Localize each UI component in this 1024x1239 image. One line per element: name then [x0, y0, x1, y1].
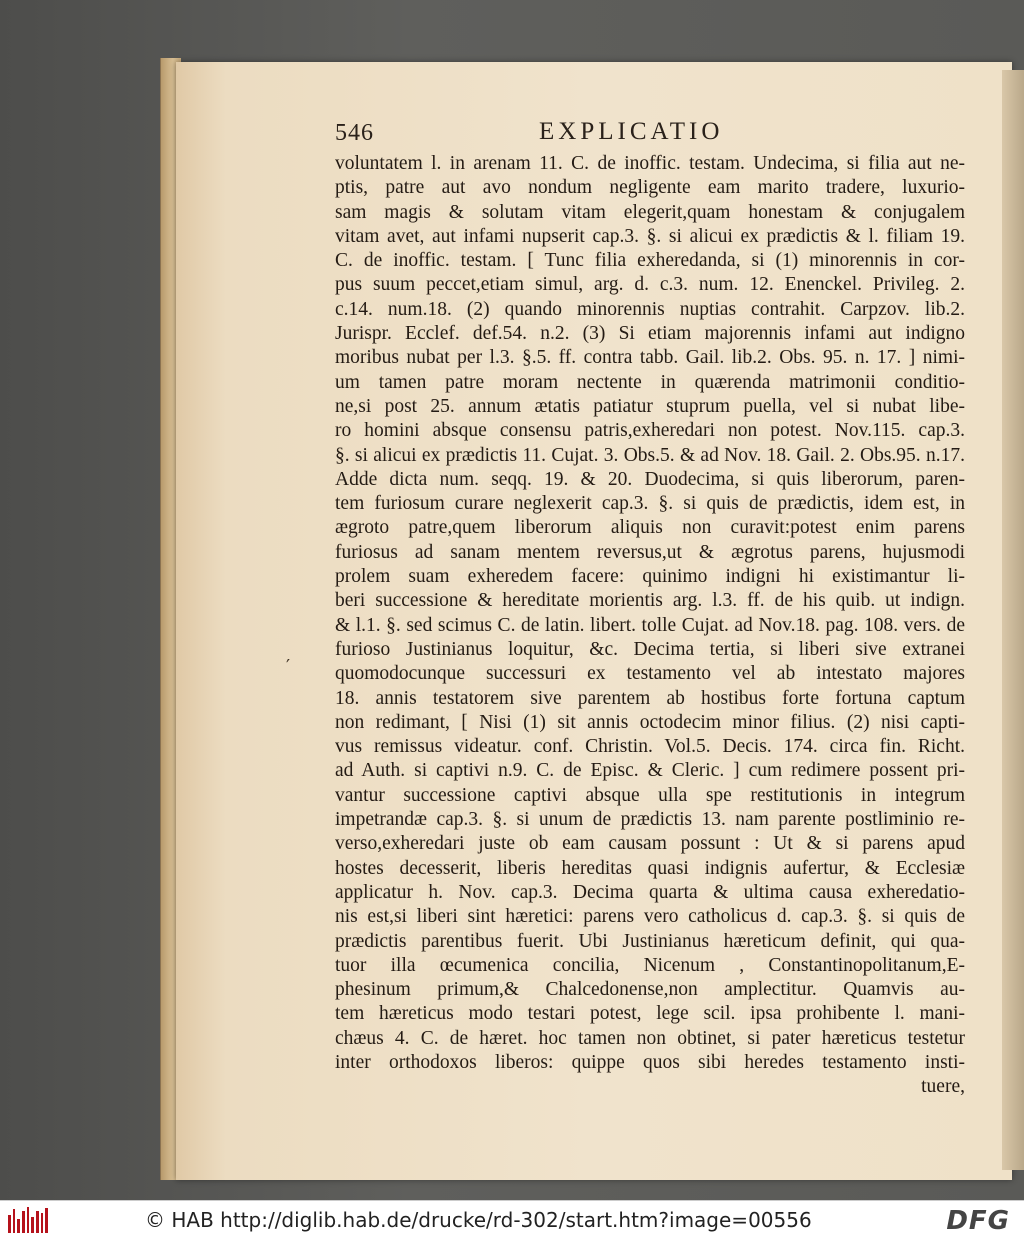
text-line: prædictis parentibus fuerit. Ubi Justinianus hæreticum definit, qui qua-	[335, 930, 965, 952]
copyright-url[interactable]: © HAB http://diglib.hab.de/drucke/rd-302/start.htm?image=00556	[145, 1208, 812, 1232]
text-line: sam magis & solutam vitam elegerit,quam honestam & conjugalem	[335, 201, 965, 223]
text-line: vus remissus videatur. conf. Christin. Vol.5. Decis. 174. circa fin. Richt.	[335, 736, 965, 758]
text-line: impetrandæ cap.3. §. si unum de prædictis 13. nam parente postliminio re-	[335, 809, 965, 831]
text-line: 18. annis testatorem sive parentem ab hostibus forte fortuna captum	[335, 687, 965, 709]
text-line: applicatur h. Nov. cap.3. Decima quarta & ultima causa exheredatio-	[335, 881, 965, 903]
text-line: ro homini absque consensu patris,exheredari non potest. Nov.115. cap.3.	[335, 420, 965, 442]
text-line: verso,exheredari juste ob eam causam possunt : Ut & si parens apud	[335, 833, 965, 855]
text-line: tuere,	[921, 1076, 965, 1098]
text-line: ad Auth. si captivi n.9. C. de Episc. & Cleric. ] cum redimere possent pri-	[335, 760, 965, 782]
text-line: prolem suam exheredem facere: quinimo indigni hi existimantur li-	[335, 566, 965, 588]
dfg-logo: DFG	[946, 1206, 1010, 1236]
text-line: Jurispr. Ecclef. def.54. n.2. (3) Si etiam majorennis infami aut indigno	[335, 323, 965, 345]
text-line: non redimant, [ Nisi (1) sit annis octodecim minor filius. (2) nisi capti-	[335, 711, 965, 733]
text-line: hostes decesserit, liberis hereditas quasi indignis aufertur, & Ecclesiæ	[335, 857, 965, 879]
text-line: furioso Justinianus loquitur, &c. Decima tertia, si liberi sive extranei	[335, 638, 965, 660]
text-line: tuor illa œcumenica concilia, Nicenum , Constantinopolitanum,E-	[335, 954, 965, 976]
page-header	[335, 118, 965, 150]
text-line: tem hæreticus modo testari potest, lege scil. ipsa prohibente l. mani-	[335, 1003, 965, 1025]
text-line: vitam avet, aut infami nupserit cap.3. §. si alicui ex prædictis & l. filiam 19.	[335, 225, 965, 247]
text-line: phesinum primum,& Chalcedonense,non amplectitur. Quamvis au-	[335, 979, 965, 1001]
text-line: ptis, patre aut avo nondum negligente eam marito tradere, luxurio-	[335, 177, 965, 199]
margin-mark: ′	[286, 656, 291, 677]
text-line: furiosus ad sanam mentem reversus,ut & ægrotus parens, hujusmodi	[335, 541, 965, 563]
text-line: voluntatem l. in arenam 11. C. de inoffic. testam. Undecima, si filia aut ne-	[335, 153, 965, 174]
text-line: beri successione & hereditate morientis arg. l.3. ff. de his quib. ut indign.	[335, 590, 965, 612]
text-line: ægroto patre,quem liberorum aliquis non curavit:potest enim parens	[335, 517, 965, 539]
page-right-edge	[1002, 70, 1024, 1170]
body-text	[335, 152, 965, 1100]
text-line: pus suum peccet,etiam simul, arg. d. c.3. num. 12. Enenckel. Privileg. 2.	[335, 274, 965, 296]
text-line: quomodocunque successuri ex testamento vel ab intestato majores	[335, 663, 965, 685]
text-line: nis est,si liberi sint hæretici: parens vero catholicus d. cap.3. §. si quis de	[335, 906, 965, 928]
text-line: chæus 4. C. de hæret. hoc tamen non obtinet, si pater hæreticus testetur	[335, 1027, 965, 1049]
text-line: C. de inoffic. testam. [ Tunc filia exheredanda, si (1) minorennis in cor-	[335, 250, 965, 272]
viewer-footer	[0, 1200, 1024, 1239]
text-line: & l.1. §. sed scimus C. de latin. libert. tolle Cujat. ad Nov.18. pag. 108. vers. de	[335, 614, 965, 636]
hab-logo-icon	[8, 1207, 48, 1233]
text-line: §. si alicui ex prædictis 11. Cujat. 3. Obs.5. & ad Nov. 18. Gail. 2. Obs.95. n.17.	[335, 444, 965, 466]
text-line: vantur successione captivi absque ulla spe restitutionis in integrum	[335, 784, 965, 806]
text-line: c.14. num.18. (2) quando minorennis nuptias contrahit. Carpzov. lib.2.	[335, 298, 965, 320]
text-line: um tamen patre moram nectente in quærenda matrimonii conditio-	[335, 371, 965, 393]
text-line: ne,si post 25. annum ætatis patiatur stuprum puella, vel si nubat libe-	[335, 395, 965, 417]
text-line: inter orthodoxos liberos: quippe quos sibi heredes testamento insti-	[335, 1051, 965, 1073]
text-line: Adde dicta num. seqq. 19. & 20. Duodecima, si quis liberorum, paren-	[335, 468, 965, 490]
running-title: EXPLICATIO	[539, 118, 724, 145]
page-number: 546	[335, 120, 374, 146]
text-line: moribus nubat per l.3. §.5. ff. contra tabb. Gail. lib.2. Obs. 95. n. 17. ] nimi-	[335, 347, 965, 369]
text-line: tem furiosum curare neglexerit cap.3. §. si quis de prædictis, idem est, in	[335, 493, 965, 515]
